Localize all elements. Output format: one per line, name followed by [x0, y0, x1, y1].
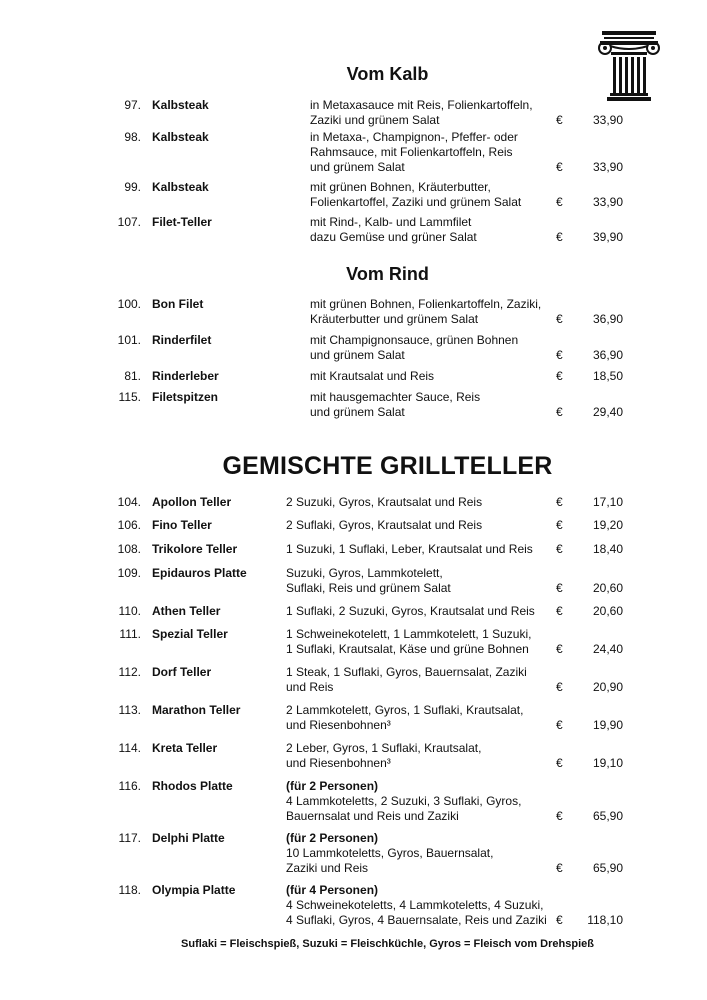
item-number: 110.	[118, 604, 141, 618]
item-description	[310, 297, 541, 327]
item-price: 65,90	[592, 809, 623, 823]
item-note: (für 2 Personen)	[286, 831, 379, 845]
item-name: Athen Teller	[152, 604, 221, 618]
item-price: 18,40	[592, 542, 623, 556]
currency-symbol: €	[556, 642, 563, 656]
item-price: 33,90	[592, 195, 623, 209]
item-description	[310, 98, 533, 128]
item-description-line: 2 Suzuki, Gyros, Krautsalat und Reis	[286, 495, 483, 509]
item-description-line: 4 Lammkoteletts, 2 Suzuki, 3 Suflaki, Gyros,	[286, 794, 522, 808]
item-name: Olympia Platte	[152, 883, 236, 897]
item-number: 114.	[118, 741, 141, 755]
currency-symbol: €	[556, 405, 563, 419]
item-name: Trikolore Teller	[152, 542, 238, 556]
item-description-line: und grünem Salat	[310, 348, 405, 362]
item-description-line: mit grünen Bohnen, Folienkartoffeln, Zaziki,	[310, 297, 542, 311]
item-description-line: Zaziki und Reis	[286, 861, 369, 875]
item-name: Rinderfilet	[152, 333, 212, 347]
item-note: (für 2 Personen)	[286, 779, 379, 793]
item-description	[310, 130, 518, 175]
currency-symbol: €	[556, 809, 563, 823]
item-description-line: 2 Lammkotelett, Gyros, 1 Suflaki, Krautsalat,	[286, 703, 524, 717]
item-description	[286, 741, 481, 771]
currency-symbol: €	[556, 369, 563, 383]
item-description	[286, 495, 482, 510]
item-price: 17,10	[592, 495, 623, 509]
item-description	[286, 883, 547, 928]
item-price: 65,90	[592, 861, 623, 875]
item-description-line: und Reis	[286, 680, 334, 694]
item-description-line: 1 Suflaki, 2 Suzuki, Gyros, Krautsalat und Reis	[286, 604, 535, 618]
item-description-line: Folienkartoffel, Zaziki und grünem Salat	[310, 195, 522, 209]
item-price: 24,40	[592, 642, 623, 656]
item-price: 36,90	[592, 312, 623, 326]
item-price: 20,60	[592, 604, 623, 618]
item-name: Epidauros Platte	[152, 566, 247, 580]
item-name: Rinderleber	[152, 369, 219, 383]
item-number: 104.	[117, 495, 141, 509]
currency-symbol: €	[556, 604, 563, 618]
item-description-line: Zaziki und grünem Salat	[310, 113, 440, 127]
section-title-kalb: Vom Kalb	[346, 64, 429, 84]
item-description	[310, 390, 480, 420]
currency-symbol: €	[556, 518, 563, 532]
item-description-line: mit Rind-, Kalb- und Lammfilet	[310, 215, 472, 229]
item-description-line: mit grünen Bohnen, Kräuterbutter,	[310, 180, 491, 194]
item-price: 20,60	[592, 581, 623, 595]
item-name: Spezial Teller	[152, 627, 228, 641]
item-name: Fino Teller	[152, 518, 212, 532]
item-description	[286, 627, 531, 657]
item-number: 97.	[124, 98, 141, 112]
item-description-line: Suzuki, Gyros, Lammkotelett,	[286, 566, 443, 580]
item-name: Kalbsteak	[152, 130, 209, 144]
item-name: Dorf Teller	[152, 665, 212, 679]
item-description	[310, 215, 477, 245]
item-description-line: und grünem Salat	[310, 160, 405, 174]
item-number: 117.	[118, 831, 141, 845]
item-description	[310, 333, 518, 363]
currency-symbol: €	[556, 113, 563, 127]
item-number: 113.	[118, 703, 141, 717]
item-description-line: mit Champignonsauce, grünen Bohnen	[310, 333, 519, 347]
item-description-line: 2 Leber, Gyros, 1 Suflaki, Krautsalat,	[286, 741, 482, 755]
item-description-line: Rahmsauce, mit Folienkartoffeln, Reis	[310, 145, 513, 159]
item-description	[286, 542, 533, 557]
item-price: 29,40	[592, 405, 623, 419]
item-description-line: 1 Steak, 1 Suflaki, Gyros, Bauernsalat, Zaziki	[286, 665, 527, 679]
item-name: Marathon Teller	[152, 703, 241, 717]
item-price: 20,90	[592, 680, 623, 694]
currency-symbol: €	[556, 495, 563, 509]
item-description	[286, 831, 493, 876]
item-description-line: und Riesenbohnen³	[286, 718, 391, 732]
item-price: 19,20	[592, 518, 623, 532]
currency-symbol: €	[556, 195, 563, 209]
item-name: Kalbsteak	[152, 180, 209, 194]
item-number: 111.	[119, 627, 141, 641]
item-description-line: 1 Suzuki, 1 Suflaki, Leber, Krautsalat und Reis	[286, 542, 533, 556]
item-description-line: in Metaxasauce mit Reis, Folienkartoffeln,	[310, 98, 533, 112]
currency-symbol: €	[556, 542, 563, 556]
footnote: Suflaki = Fleischspieß, Suzuki = Fleischküchle, Gyros = Fleisch vom Drehspieß	[181, 938, 594, 950]
item-description	[286, 779, 521, 824]
item-number: 101.	[117, 333, 141, 347]
item-price: 19,10	[592, 756, 623, 770]
currency-symbol: €	[556, 312, 563, 326]
item-number: 106.	[117, 518, 141, 532]
item-description-line: mit Krautsalat und Reis	[310, 369, 435, 383]
currency-symbol: €	[556, 861, 563, 875]
item-description-line: in Metaxa-, Champignon-, Pfeffer- oder	[310, 130, 518, 144]
item-number: 98.	[124, 130, 141, 144]
currency-symbol: €	[556, 913, 563, 927]
currency-symbol: €	[556, 581, 563, 595]
item-number: 81.	[124, 369, 141, 383]
item-price: 33,90	[592, 113, 623, 127]
currency-symbol: €	[556, 680, 563, 694]
item-price: 36,90	[592, 348, 623, 362]
currency-symbol: €	[556, 160, 563, 174]
item-description-line: dazu Gemüse und grüner Salat	[310, 230, 477, 244]
item-price: 18,50	[592, 369, 623, 383]
item-number: 112.	[118, 665, 141, 679]
item-description	[310, 369, 434, 384]
item-description	[286, 518, 482, 533]
item-description-line: 1 Suflaki, Krautsalat, Käse und grüne Bohnen	[286, 642, 529, 656]
item-description-line: 10 Lammkoteletts, Gyros, Bauernsalat,	[286, 846, 494, 860]
item-description	[286, 566, 451, 596]
item-number: 100.	[117, 297, 141, 311]
item-price: 33,90	[592, 160, 623, 174]
item-name: Bon Filet	[152, 297, 204, 311]
item-description-line: Kräuterbutter und grünem Salat	[310, 312, 479, 326]
item-number: 115.	[118, 390, 141, 404]
item-number: 108.	[117, 542, 141, 556]
currency-symbol: €	[556, 230, 563, 244]
item-name: Delphi Platte	[152, 831, 225, 845]
item-description-line: Bauernsalat und Reis und Zaziki	[286, 809, 459, 823]
currency-symbol: €	[556, 718, 563, 732]
item-price: 39,90	[592, 230, 623, 244]
currency-symbol: €	[556, 348, 563, 362]
currency-symbol: €	[556, 756, 563, 770]
item-name: Apollon Teller	[152, 495, 232, 509]
item-name: Rhodos Platte	[152, 779, 233, 793]
item-description-line: 1 Schweinekotelett, 1 Lammkotelett, 1 Suzuki,	[286, 627, 532, 641]
item-note: (für 4 Personen)	[286, 883, 379, 897]
item-description-line: mit hausgemachter Sauce, Reis	[310, 390, 481, 404]
item-description	[286, 665, 527, 695]
item-name: Filet-Teller	[152, 215, 212, 229]
item-name: Filetspitzen	[152, 390, 219, 404]
section-title-rind: Vom Rind	[346, 264, 429, 284]
item-description-line: Suflaki, Reis und grünem Salat	[286, 581, 451, 595]
item-description-line: 2 Suflaki, Gyros, Krautsalat und Reis	[286, 518, 483, 532]
item-price: 118,10	[587, 913, 623, 927]
item-price: 19,90	[592, 718, 623, 732]
item-description	[286, 703, 523, 733]
item-number: 109.	[117, 566, 141, 580]
item-description-line: 4 Schweinekoteletts, 4 Lammkoteletts, 4 Suzuki,	[286, 898, 544, 912]
item-description	[286, 604, 535, 619]
item-description-line: und grünem Salat	[310, 405, 405, 419]
item-description-line: 4 Suflaki, Gyros, 4 Bauernsalate, Reis und Zaziki	[286, 913, 547, 927]
item-name: Kalbsteak	[152, 98, 209, 112]
item-number: 118.	[118, 883, 141, 897]
item-description-line: und Riesenbohnen³	[286, 756, 391, 770]
item-number: 107.	[117, 215, 141, 229]
item-number: 99.	[124, 180, 141, 194]
item-number: 116.	[118, 779, 141, 793]
item-name: Kreta Teller	[152, 741, 218, 755]
item-description	[310, 180, 521, 210]
section-title-grill: GEMISCHTE GRILLTELLER	[222, 452, 553, 480]
